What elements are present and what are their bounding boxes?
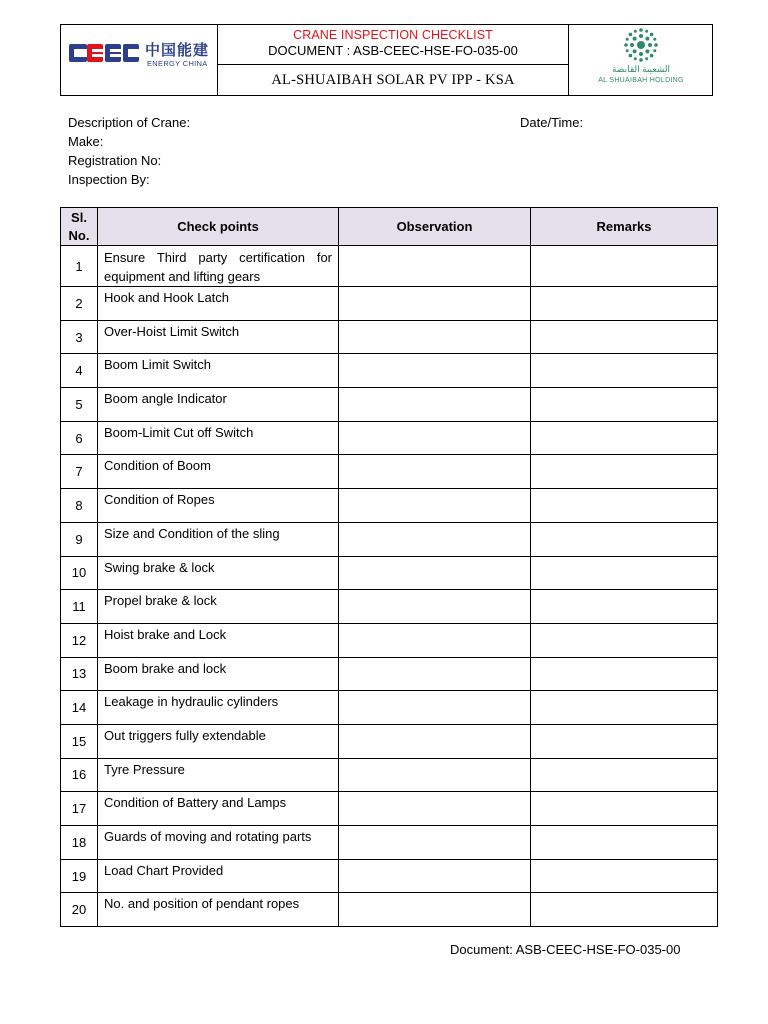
observation-cell[interactable] bbox=[339, 623, 531, 657]
table-header-row bbox=[61, 208, 718, 246]
remarks-cell[interactable] bbox=[531, 691, 718, 725]
table-row bbox=[61, 623, 718, 657]
col-header-remarks: Remarks bbox=[531, 208, 718, 246]
check-point-text: Hoist brake and Lock bbox=[104, 626, 227, 642]
check-point-text: Tyre Pressure bbox=[104, 761, 185, 777]
row-number: 5 bbox=[61, 388, 98, 422]
table-row bbox=[61, 859, 718, 893]
registration-label: Registration No: bbox=[68, 153, 162, 168]
check-point-cell bbox=[98, 691, 339, 725]
document-header bbox=[60, 24, 713, 96]
observation-cell[interactable] bbox=[339, 792, 531, 826]
observation-cell[interactable] bbox=[339, 691, 531, 725]
row-number: 18 bbox=[61, 826, 98, 860]
make-label: Make: bbox=[68, 134, 104, 149]
ceec-logo-icon bbox=[69, 41, 141, 65]
row-number: 3 bbox=[61, 320, 98, 354]
col-header-sl bbox=[61, 208, 98, 246]
row-number: 1 bbox=[61, 246, 98, 287]
header-right-logo-cell bbox=[568, 25, 712, 95]
table-row bbox=[61, 758, 718, 792]
table-row bbox=[61, 657, 718, 691]
row-number: 19 bbox=[61, 859, 98, 893]
row-number: 14 bbox=[61, 691, 98, 725]
table-row bbox=[61, 455, 718, 489]
check-point-text: Size and Condition of the sling bbox=[104, 525, 280, 541]
check-point-text: Condition of Boom bbox=[104, 458, 211, 474]
check-point-text: Over-Hoist Limit Switch bbox=[104, 323, 240, 339]
remarks-cell[interactable] bbox=[531, 792, 718, 826]
header-left-logo-cell bbox=[61, 25, 218, 95]
observation-cell[interactable] bbox=[339, 455, 531, 489]
check-point-cell bbox=[98, 657, 339, 691]
check-point-cell bbox=[98, 826, 339, 860]
observation-cell[interactable] bbox=[339, 320, 531, 354]
check-point-text: Guards of moving and rotating parts bbox=[104, 829, 312, 844]
remarks-cell[interactable] bbox=[531, 623, 718, 657]
check-point-cell bbox=[98, 590, 339, 624]
observation-cell[interactable] bbox=[339, 489, 531, 523]
table-row bbox=[61, 246, 718, 287]
check-point-text: Out triggers fully extendable bbox=[104, 727, 266, 743]
table-row bbox=[61, 522, 718, 556]
check-point-cell bbox=[98, 893, 339, 927]
table-row bbox=[61, 893, 718, 927]
check-point-cell bbox=[98, 489, 339, 523]
table-row bbox=[61, 590, 718, 624]
check-point-cell bbox=[98, 421, 339, 455]
remarks-cell[interactable] bbox=[531, 287, 718, 321]
observation-cell[interactable] bbox=[339, 522, 531, 556]
row-number: 9 bbox=[61, 522, 98, 556]
row-number: 15 bbox=[61, 724, 98, 758]
observation-cell[interactable] bbox=[339, 758, 531, 792]
observation-cell[interactable] bbox=[339, 893, 531, 927]
observation-cell[interactable] bbox=[339, 657, 531, 691]
observation-cell[interactable] bbox=[339, 590, 531, 624]
check-point-cell bbox=[98, 623, 339, 657]
check-point-text: Boom angle Indicator bbox=[104, 391, 227, 407]
check-point-cell bbox=[98, 455, 339, 489]
check-point-text: Condition of Battery and Lamps bbox=[104, 795, 287, 811]
check-point-cell bbox=[98, 287, 339, 321]
check-point-text: Leakage in hydraulic cylinders bbox=[104, 694, 279, 710]
check-point-cell bbox=[98, 354, 339, 388]
footer-document-number: Document: ASB-CEEC-HSE-FO-035-00 bbox=[450, 942, 681, 957]
table-row bbox=[61, 792, 718, 826]
remarks-cell[interactable] bbox=[531, 246, 718, 287]
check-point-text: Boom Limit Switch bbox=[104, 357, 211, 373]
project-name: AL-SHUAIBAH SOLAR PV IPP - KSA bbox=[271, 72, 515, 88]
inspection-by-label: Inspection By: bbox=[68, 172, 150, 187]
crane-description-label: Description of Crane: bbox=[68, 115, 191, 130]
check-point-cell bbox=[98, 320, 339, 354]
remarks-cell[interactable] bbox=[531, 556, 718, 590]
energy-china-chinese-text: 中国能建 bbox=[145, 42, 210, 59]
row-number: 6 bbox=[61, 421, 98, 455]
sunburst-icon bbox=[619, 27, 663, 63]
table-row bbox=[61, 354, 718, 388]
remarks-cell[interactable] bbox=[531, 388, 718, 422]
check-point-text: Boom brake and lock bbox=[104, 660, 227, 676]
row-number: 10 bbox=[61, 556, 98, 590]
remarks-cell[interactable] bbox=[531, 859, 718, 893]
col-header-sl-line1: Sl. bbox=[71, 209, 87, 225]
check-point-text: Ensure Third party certification for equipment and lifting gears bbox=[104, 250, 332, 284]
row-number: 7 bbox=[61, 455, 98, 489]
remarks-cell[interactable] bbox=[531, 826, 718, 860]
table-row bbox=[61, 826, 718, 860]
observation-cell[interactable] bbox=[339, 859, 531, 893]
check-point-cell bbox=[98, 724, 339, 758]
row-number: 13 bbox=[61, 657, 98, 691]
remarks-cell[interactable] bbox=[531, 893, 718, 927]
row-number: 20 bbox=[61, 893, 98, 927]
header-project-cell bbox=[218, 65, 568, 95]
check-point-cell bbox=[98, 388, 339, 422]
observation-cell[interactable] bbox=[339, 826, 531, 860]
col-header-observation: Observation bbox=[339, 208, 531, 246]
check-point-cell bbox=[98, 758, 339, 792]
remarks-cell[interactable] bbox=[531, 724, 718, 758]
table-row bbox=[61, 421, 718, 455]
table-row bbox=[61, 287, 718, 321]
check-point-cell bbox=[98, 859, 339, 893]
row-number: 11 bbox=[61, 590, 98, 624]
check-point-cell bbox=[98, 522, 339, 556]
check-point-text: Propel brake & lock bbox=[104, 593, 217, 609]
check-point-text: Boom-Limit Cut off Switch bbox=[104, 424, 254, 440]
remarks-cell[interactable] bbox=[531, 590, 718, 624]
row-number: 17 bbox=[61, 792, 98, 826]
table-body bbox=[61, 246, 718, 927]
observation-cell[interactable] bbox=[339, 246, 531, 287]
checklist-table bbox=[60, 207, 718, 927]
check-point-cell bbox=[98, 246, 339, 287]
observation-cell[interactable] bbox=[339, 287, 531, 321]
table-row bbox=[61, 388, 718, 422]
al-shuaibah-english-text: AL SHUAIBAH HOLDING bbox=[598, 77, 684, 84]
table-row bbox=[61, 320, 718, 354]
remarks-cell[interactable] bbox=[531, 657, 718, 691]
observation-cell[interactable] bbox=[339, 354, 531, 388]
check-point-text: Load Chart Provided bbox=[104, 862, 224, 878]
al-shuaibah-arabic-text: الشعيبة القابضة bbox=[611, 64, 671, 74]
date-time-label: Date/Time: bbox=[520, 115, 584, 130]
row-number: 16 bbox=[61, 758, 98, 792]
table-row bbox=[61, 724, 718, 758]
table-row bbox=[61, 691, 718, 725]
check-point-cell bbox=[98, 792, 339, 826]
row-number: 2 bbox=[61, 287, 98, 321]
table-row bbox=[61, 556, 718, 590]
observation-cell[interactable] bbox=[339, 724, 531, 758]
check-point-text: Swing brake & lock bbox=[104, 559, 215, 575]
row-number: 4 bbox=[61, 354, 98, 388]
check-point-cell bbox=[98, 556, 339, 590]
remarks-cell[interactable] bbox=[531, 320, 718, 354]
table-row bbox=[61, 489, 718, 523]
remarks-cell[interactable] bbox=[531, 354, 718, 388]
observation-cell[interactable] bbox=[339, 556, 531, 590]
remarks-cell[interactable] bbox=[531, 522, 718, 556]
remarks-cell[interactable] bbox=[531, 455, 718, 489]
energy-china-english-text: ENERGY CHINA bbox=[147, 59, 208, 68]
row-number: 8 bbox=[61, 489, 98, 523]
observation-cell[interactable] bbox=[339, 421, 531, 455]
observation-cell[interactable] bbox=[339, 388, 531, 422]
remarks-cell[interactable] bbox=[531, 489, 718, 523]
header-title-cell bbox=[218, 25, 568, 65]
col-header-check-points: Check points bbox=[98, 208, 339, 246]
energy-china-logo bbox=[69, 39, 214, 79]
remarks-cell[interactable] bbox=[531, 758, 718, 792]
document-title: CRANE INSPECTION CHECKLIST bbox=[293, 28, 493, 42]
document-number: DOCUMENT : ASB-CEEC-HSE-FO-035-00 bbox=[268, 43, 518, 58]
remarks-cell[interactable] bbox=[531, 421, 718, 455]
al-shuaibah-logo bbox=[569, 27, 713, 93]
check-point-text: Hook and Hook Latch bbox=[104, 290, 230, 305]
col-header-sl-line2: No. bbox=[68, 227, 90, 243]
check-point-text: No. and position of pendant ropes bbox=[104, 896, 300, 912]
check-point-text: Condition of Ropes bbox=[104, 492, 215, 508]
row-number: 12 bbox=[61, 623, 98, 657]
